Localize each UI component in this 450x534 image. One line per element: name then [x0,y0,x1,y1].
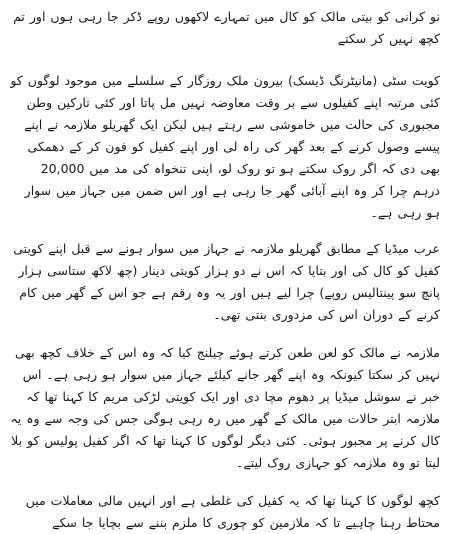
article-headline-paragraph: نو کرانی کو بیتی مالک کو کال میں تمہارے لاکھوں روپے ڈکر جا رہی ہوں اور تم کچھ نہیں کر سکتے [13,9,440,46]
article-paragraph-reaction: ملازمہ نے مالک کو لعن طعن کرتے ہوئے چیلنج کیا کہ وہ اس کے خلاف کچھ بھی نہیں کر سکتا کیونکہ وہ اپنے گھر جانے کیلئے جہاز میں سوار ہو رہی ہے۔ اس خبر نے سوشل میڈیا پر دھوم مچا دی اور ایک کویتی لڑکی مریم کا کہنا تھا کہ ملازمہ ابتر حالات میں مالک کے گھر میں رہ رہی ہوگی جس کی وجہ سے وہ یہ کال کرنے پر مجبور ہوئی۔ کئی دیگر لوگوں کا کہنا تھا کہ اگر کفیل پولیس کو بلا لیتا تو وہ ملازمہ کو جہازی روک لیتے۔ [10,345,440,470]
article-paragraph-media-report: عرب میڈیا کے مطابق گھریلو ملازمہ نے جہاز میں سوار ہونے سے قبل اپنے کویتی کفیل کو کال کی اور بتایا کہ اس نے دو ہزار کویتی دینار (چھ لاکھ ستاسی ہزار پانچ سو پینتالیس روپے) چرا لیے ہیں اور یہ وہ رقم ہے جو اس کے گھر میں کام کرنے کے دوران اس کی مزدوری بنتی تھی۔ [13,241,440,322]
article-paragraph-closing: کچھ لوگوں کا کہنا تھا کہ یہ کفیل کی غلطی ہے اور انہیں مالی معاملات میں محتاط رہنا چاہیے تا کہ ملازمین کو چوری کا ملزم بننے سے بچایا جا سکے [25,493,440,530]
article-paragraph-intro: کویت سٹی (مانیٹرنگ ڈیسک) بیرون ملک روزگار کے سلسلے میں موجود لوگوں کو کئی مرتبہ اپنے کفیلوں سے بر وقت معاوضہ نہیں مل پاتا اور کئی تارکین وطن مجبوری کی حالت میں خاموشی سے رہتے ہیں لیکن ایک گھریلو ملازمہ نے اپنے پیسے وصول کرنے کے بعد گھر کی راہ لی اور اپنے کفیل کو فون کر کے دھمکی بھی دی کہ اگر روک سکتے ہو تو روک لو، اپنی تنخواہ کی مد میں 20,000 درہم چرا کر وہ اپنے آبائی گھر جا رہی ہے اور اس ضمن میں جہاز میں سوار ہو رہی ہے۔ [10,73,440,220]
